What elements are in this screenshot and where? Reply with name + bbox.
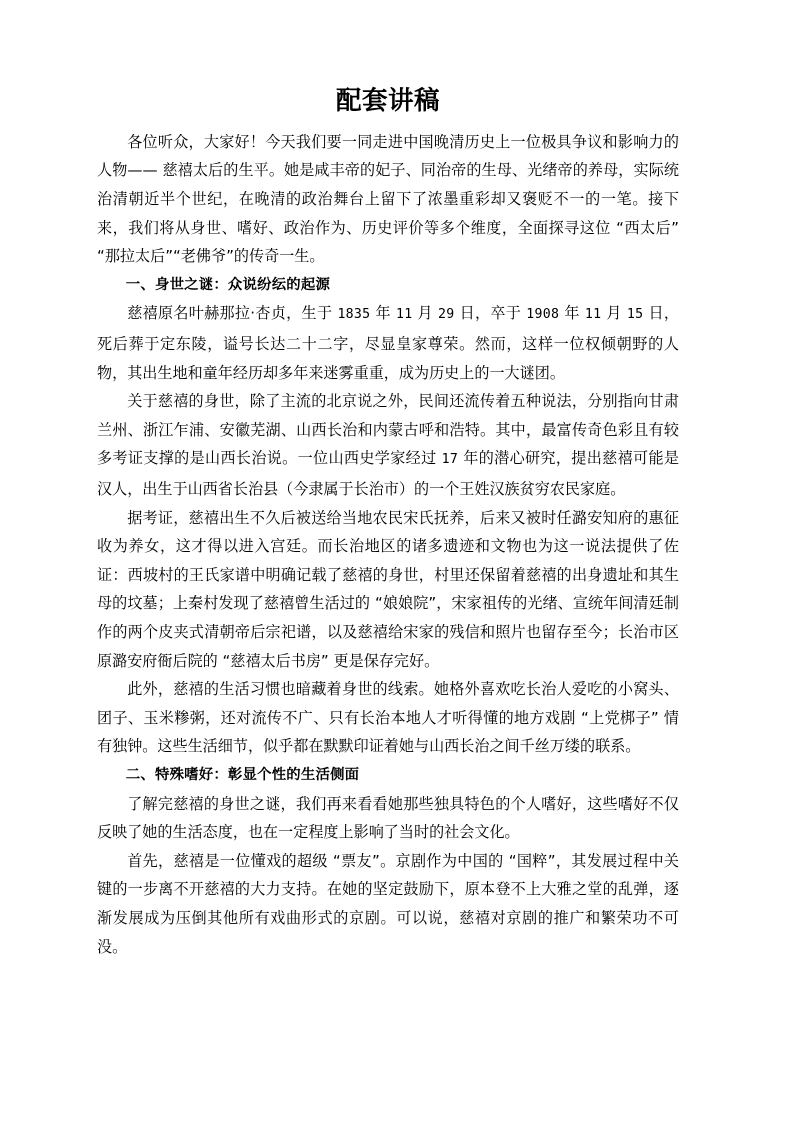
inline-number: 11 xyxy=(395,307,413,323)
document-body xyxy=(97,86,679,961)
section-heading-2: 二、特殊嗜好：彰显个性的生活侧面 xyxy=(125,766,360,783)
document-content xyxy=(97,128,679,961)
inline-number: 1835 xyxy=(337,307,371,323)
opera-paragraph: 首先，慈禧是一位懂戏的超级 “票友”。京剧作为中国的 “国粹”，其发展过程中关键的一步离不开慈禧的大力支持。在她的坚定鼓励下，原本登不上大雅之堂的乱弹，逐渐发展成为压倒其他所有戏曲形式的京剧。可以说，慈禧对京剧的推广和繁荣功不可没。 xyxy=(97,851,679,956)
hobbies-intro-paragraph: 了解完慈禧的身世之谜，我们再来看看她那些独具特色的个人嗜好，这些嗜好不仅反映了她的生活态度，也在一定程度上影响了当时的社会文化。 xyxy=(97,794,679,842)
inline-number: 29 xyxy=(438,307,455,323)
evidence-paragraph: 据考证，慈禧出生不久后被送给当地农民宋氏抚养，后来又被时任潞安知府的惠征收为养女，这才得以进入宫廷。而长治地区的诸多遗迹和文物也为这一说法提供了佐证：西坡村的王氏家谱中明确记载了慈禧的身世，村里还保留着慈禧的出身遗址和其生母的坟墓；上秦村发现了慈禧曾生活过的 “娘娘院”，宋家祖传的光绪、宣统年间清廷制作的两个皮夹式清朝帝后宗祀谱，以及慈禧给宋家的残信和照片也留存至今；长治市区原潞安府衙后院的 “慈禧太后书房” 更是保存完好。 xyxy=(97,508,679,670)
habits-paragraph: 此外，慈禧的生活习惯也暗藏着身世的线索。她格外喜欢吃长治人爱吃的小窝头、团子、玉米糁粥，还对流传不广、只有长治本地人才听得懂的地方戏剧 “上党梆子” 情有独钟。这些生活细节，似乎都在默默印证着她与山西长治之间千丝万缕的联系。 xyxy=(97,680,679,756)
birth-record-paragraph: 慈禧原名叶赫那拉·杏贞，生于 1835 年 11 月 29 日，卒于 1908 年 11 月 15 日，死后葬于定东陵，谥号长达二十二字，尽显皇家尊荣。然而，这样一位权倾朝野的人物，其出生地和童年经历却多年来迷雾重重，成为历史上的一大谜团。 xyxy=(97,304,679,382)
inline-number: 15 xyxy=(626,307,644,323)
intro-paragraph: 各位听众，大家好！今天我们要一同走进中国晚清历史上一位极具争议和影响力的人物—— 慈禧太后的生平。她是咸丰帝的妃子、同治帝的生母、光绪帝的养母，实际统治清朝近半个世纪，在晚清的政治舞台上留下了浓墨重彩却又褒贬不一的一笔。接下来，我们将从身世、嗜好、政治作为、历史评价等多个维度，全面探寻这位 “西太后”“那拉太后”“老佛爷”的传奇一生。 xyxy=(97,132,679,266)
page-title: 配套讲稿 xyxy=(335,86,440,116)
inline-number: 1908 xyxy=(526,307,560,323)
inline-number: 11 xyxy=(584,307,602,323)
inline-number: 17 xyxy=(441,452,459,468)
section-heading-1: 一、身世之谜：众说纷纭的起源 xyxy=(125,276,331,293)
origin-theories-paragraph: 关于慈禧的身世，除了主流的北京说之外，民间还流传着五种说法，分别指向甘肃兰州、浙江乍浦、安徽芜湖、山西长治和内蒙古呼和浩特。其中，最富传奇色彩且有较多考证支撑的是山西长治说。一位山西史学家经过 17 年的潜心研究，提出慈禧可能是汉人，出生于山西省长治县（今隶属于长治市）的一个王姓汉族贫穷农民家庭。 xyxy=(97,392,679,498)
